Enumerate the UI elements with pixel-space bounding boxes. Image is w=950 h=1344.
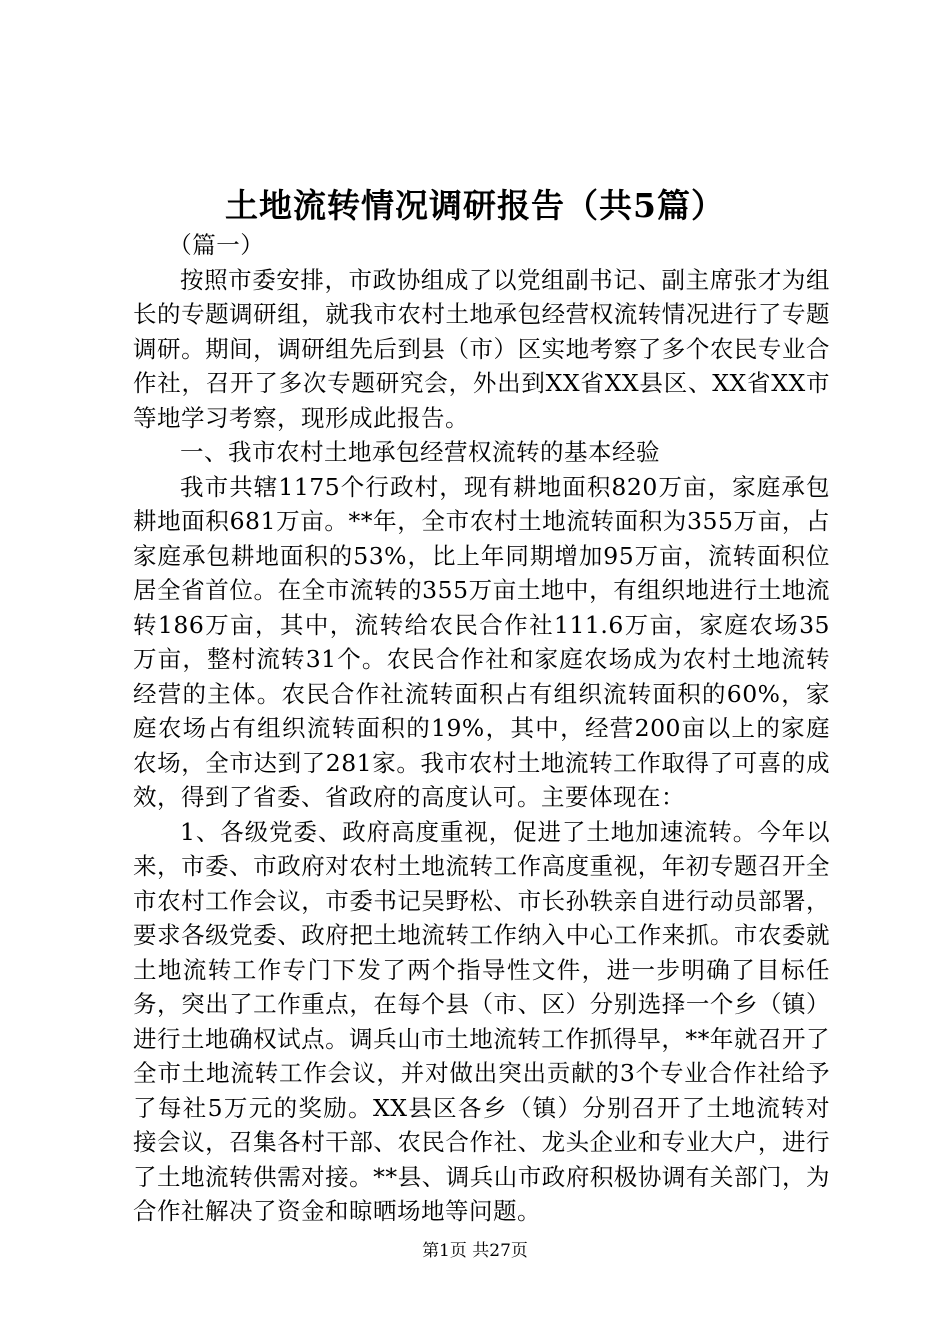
paragraph-intro: 按照市委安排，市政协组成了以党组副书记、副主席张才为组长的专题调研组，就我市农村土地承包经营权流转情况进行了专题调研。期间，调研组先后到县（市）区实地考察了多个农民专业合作社，召开了多次专题研究会，外出到XX省XX县区、XX省XX市等地学习考察，现形成此报告。 — [133, 265, 830, 432]
document-title: 土地流转情况调研报告（共5篇） — [225, 186, 725, 225]
section-label: （篇一） — [168, 231, 265, 259]
section-heading: 一、我市农村土地承包经营权流转的基本经验 — [180, 438, 660, 466]
page-footer: 第1页 共27页 — [422, 1241, 528, 1261]
paragraph-point-1: 1、各级党委、政府高度重视，促进了土地加速流转。今年以来，市委、市政府对农村土地流转工作高度重视，年初专题召开全市农村工作会议，市委书记吴野松、市长孙轶亲自进行动员部署，要求各级党委、政府把土地流转工作纳入中心工作来抓。市农委就土地流转工作专门下发了两个指导性文件，进一步明确了目标任务，突出了工作重点，在每个县（市、区）分别选择一个乡（镇）进行土地确权试点。调兵山市土地流转工作抓得早，**年就召开了全市土地流转工作会议，并对做出突出贡献的3个专业合作社给予了每社5万元的奖励。XX县区各乡（镇）分别召开了土地流转对接会议，召集各村干部、农民合作社、龙头企业和专业大户，进行了土地流转供需对接。**县、调兵山市政府积极协调有关部门，为合作社解决了资金和晾晒场地等问题。 — [133, 817, 830, 1225]
paragraph-overview: 我市共辖1175个行政村，现有耕地面积820万亩，家庭承包耕地面积681万亩。**年，全市农村土地流转面积为355万亩，占家庭承包耕地面积的53%，比上年同期增加95万亩，流转面积位居全省首位。在全市流转的355万亩土地中，有组织地进行土地流转186万亩，其中，流转给农民合作社111.6万亩，家庭农场35万亩，整村流转31个。农民合作社和家庭农场成为农村土地流转经营的主体。农民合作社流转面积占有组织流转面积的60%，家庭农场占有组织流转面积的19%，其中，经营200亩以上的家庭农场，全市达到了281家。我市农村土地流转工作取得了可喜的成效，得到了省委、省政府的高度认可。主要体现在： — [133, 472, 830, 811]
document-body — [133, 228, 830, 1229]
